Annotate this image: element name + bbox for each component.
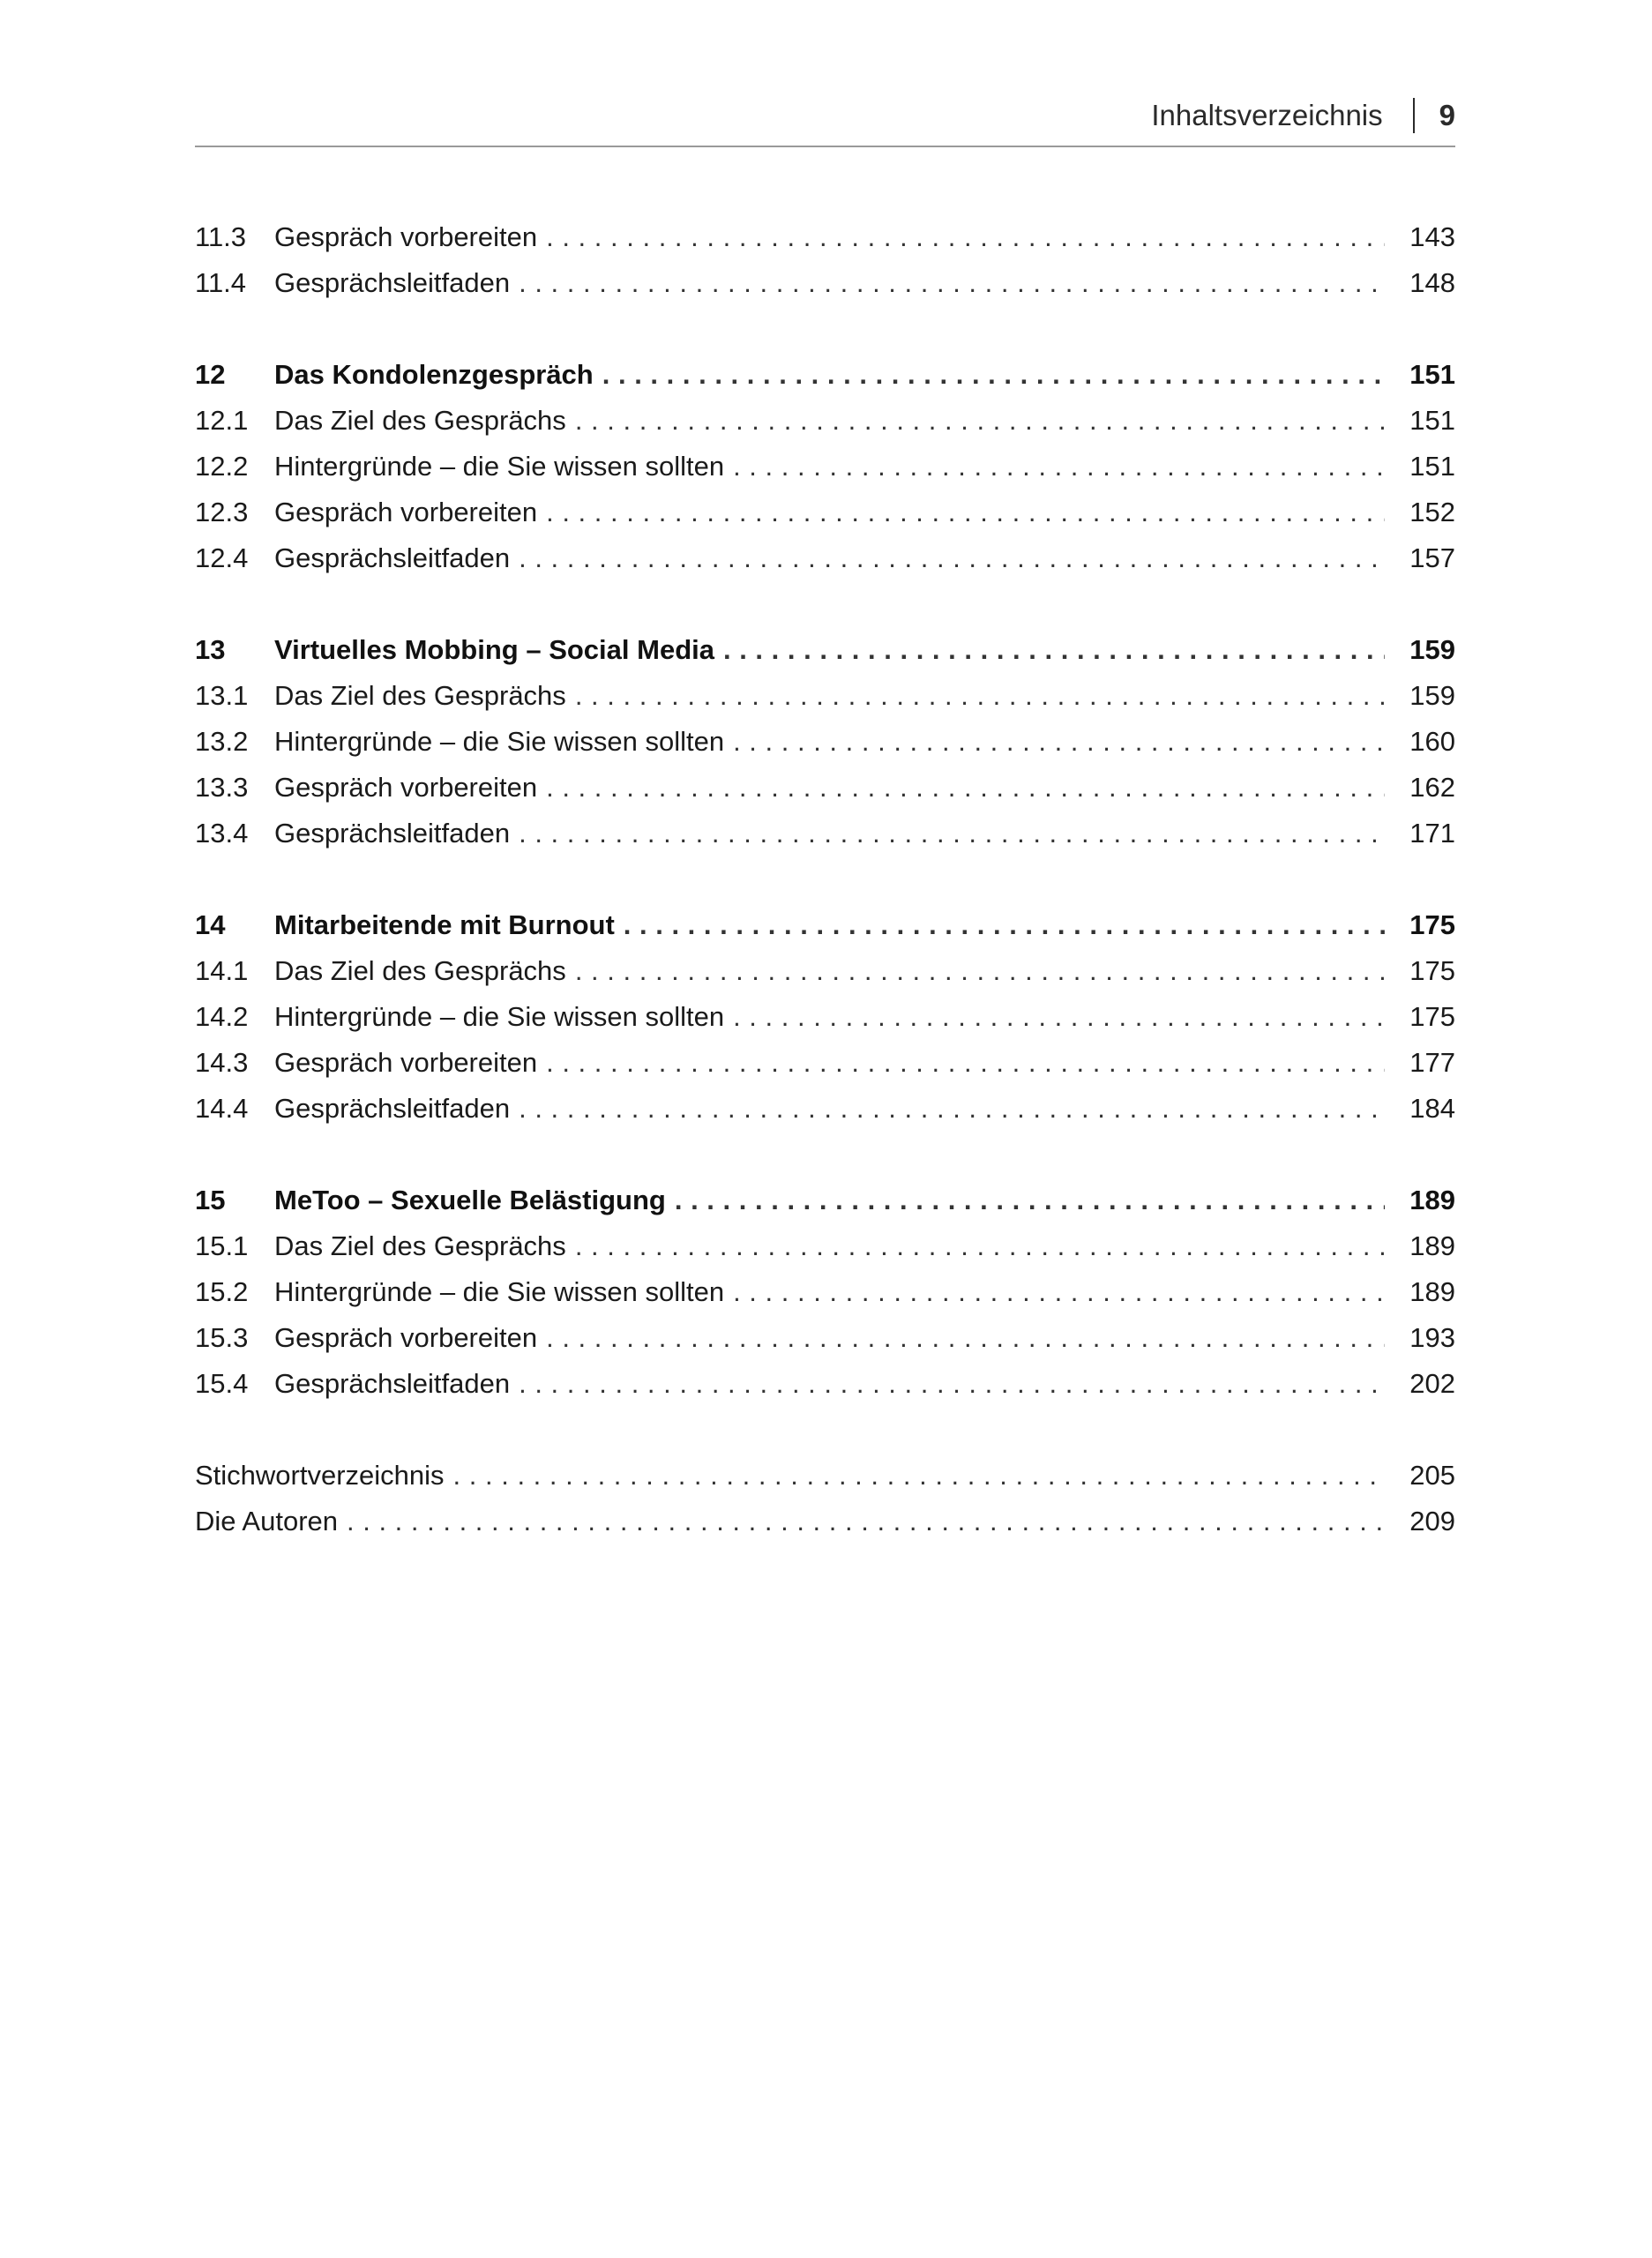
toc-entry-page: 209 bbox=[1409, 1506, 1455, 1536]
toc-dot-leader bbox=[519, 1086, 1385, 1132]
toc-entry-title: Gespräch vorbereiten bbox=[274, 497, 538, 527]
toc-dot-leader bbox=[733, 719, 1385, 765]
toc-entry-page: 175 bbox=[1409, 1001, 1455, 1032]
toc-entry-number: 15.4 bbox=[195, 1368, 249, 1399]
toc-dot-leader bbox=[519, 811, 1385, 856]
toc-entry-number: 12.1 bbox=[195, 405, 249, 436]
toc-chapter-entry[interactable] bbox=[195, 1178, 1455, 1223]
toc-section-gap bbox=[195, 856, 1455, 902]
toc-entry[interactable] bbox=[195, 1269, 1455, 1315]
running-header-title: Inhaltsverzeichnis bbox=[1151, 99, 1383, 131]
toc-section-gap bbox=[195, 1407, 1455, 1453]
toc-entry-title: Gesprächsleitfaden bbox=[274, 1368, 511, 1399]
toc-dot-leader bbox=[733, 994, 1385, 1040]
toc-entry-title: Hintergründe – die Sie wissen sollten bbox=[274, 451, 725, 482]
toc-dot-leader bbox=[575, 948, 1385, 994]
toc-entry-number: 12 bbox=[195, 359, 226, 390]
toc-entry-title: Hintergründe – die Sie wissen sollten bbox=[274, 726, 725, 757]
toc-entry-title: Das Kondolenzgespräch bbox=[274, 359, 594, 390]
toc-entry-page: 184 bbox=[1409, 1093, 1455, 1124]
toc-entry-page: 148 bbox=[1409, 267, 1455, 298]
toc-entry-title: Das Ziel des Gesprächs bbox=[274, 405, 566, 436]
toc-dot-leader bbox=[519, 535, 1385, 581]
toc-dot-leader bbox=[453, 1453, 1385, 1499]
toc-entry-title: Stichwortverzeichnis bbox=[195, 1460, 445, 1491]
toc-entry-title: Gesprächsleitfaden bbox=[274, 818, 511, 849]
toc-dot-leader bbox=[575, 1223, 1385, 1269]
toc-entry-title: Virtuelles Mobbing – Social Media bbox=[274, 634, 714, 665]
toc-entry[interactable] bbox=[195, 765, 1455, 811]
toc-dot-leader bbox=[519, 260, 1385, 306]
toc-entry-number: 15 bbox=[195, 1185, 226, 1215]
toc-entry-title: Gespräch vorbereiten bbox=[274, 772, 538, 803]
running-header-content bbox=[1151, 98, 1455, 133]
toc-entry-page: 175 bbox=[1409, 955, 1455, 986]
toc-entry-number: 14.1 bbox=[195, 955, 249, 986]
toc-entry-page: 205 bbox=[1409, 1460, 1455, 1491]
toc-entry[interactable] bbox=[195, 490, 1455, 535]
toc-entry[interactable] bbox=[195, 1453, 1455, 1499]
toc-entry-title: Hintergründe – die Sie wissen sollten bbox=[274, 1001, 725, 1032]
toc-entry-page: 189 bbox=[1409, 1276, 1455, 1307]
toc-entry-number: 14.3 bbox=[195, 1047, 249, 1078]
toc-entry-number: 13 bbox=[195, 634, 226, 665]
page-number: 9 bbox=[1439, 99, 1455, 131]
toc-entry-page: 171 bbox=[1409, 818, 1455, 849]
toc-chapter-entry[interactable] bbox=[195, 627, 1455, 673]
toc-entry[interactable] bbox=[195, 1361, 1455, 1407]
toc-chapter-entry[interactable] bbox=[195, 352, 1455, 398]
toc-dot-leader bbox=[546, 1040, 1385, 1086]
toc-entry-page: 151 bbox=[1409, 451, 1455, 482]
toc-dot-leader bbox=[546, 765, 1385, 811]
toc-entry-page: 177 bbox=[1409, 1047, 1455, 1078]
toc-dot-leader bbox=[546, 490, 1385, 535]
toc-entry-page: 162 bbox=[1409, 772, 1455, 803]
toc-entry-title: Hintergründe – die Sie wissen sollten bbox=[274, 1276, 725, 1307]
toc-chapter-entry[interactable] bbox=[195, 902, 1455, 948]
toc-entry-page: 143 bbox=[1409, 221, 1455, 252]
toc-dot-leader bbox=[733, 1269, 1385, 1315]
toc-entry[interactable] bbox=[195, 1223, 1455, 1269]
toc-dot-leader bbox=[602, 352, 1385, 398]
toc-entry[interactable] bbox=[195, 1040, 1455, 1086]
toc-entry-page: 157 bbox=[1409, 542, 1455, 573]
toc-section-gap bbox=[195, 306, 1455, 352]
toc-dot-leader bbox=[519, 1361, 1385, 1407]
toc-entry[interactable] bbox=[195, 1086, 1455, 1132]
toc-dot-leader bbox=[723, 627, 1385, 673]
toc-dot-leader bbox=[675, 1178, 1385, 1223]
toc-entry-page: 189 bbox=[1409, 1185, 1455, 1215]
toc-dot-leader bbox=[546, 214, 1385, 260]
toc-entry-title: Mitarbeitende mit Burnout bbox=[274, 909, 615, 940]
toc-entry-title: Das Ziel des Gesprächs bbox=[274, 1230, 566, 1261]
toc-dot-leader bbox=[575, 398, 1385, 444]
table-of-contents bbox=[195, 214, 1455, 1544]
toc-entry-number: 12.3 bbox=[195, 497, 249, 527]
toc-entry-page: 159 bbox=[1409, 634, 1455, 665]
toc-dot-leader bbox=[546, 1315, 1385, 1361]
toc-entry-page: 151 bbox=[1409, 359, 1455, 390]
toc-entry-number: 15.3 bbox=[195, 1322, 249, 1353]
toc-entry-title: Gesprächsleitfaden bbox=[274, 1093, 511, 1124]
toc-entry[interactable] bbox=[195, 994, 1455, 1040]
toc-entry[interactable] bbox=[195, 719, 1455, 765]
toc-entry-number: 12.4 bbox=[195, 542, 249, 573]
toc-entry-page: 160 bbox=[1409, 726, 1455, 757]
toc-entry-page: 175 bbox=[1409, 909, 1455, 940]
toc-entry[interactable] bbox=[195, 673, 1455, 719]
running-header bbox=[195, 91, 1455, 147]
toc-entry-number: 13.3 bbox=[195, 772, 249, 803]
toc-dot-leader bbox=[624, 902, 1385, 948]
toc-entry[interactable] bbox=[195, 811, 1455, 856]
toc-entry[interactable] bbox=[195, 535, 1455, 581]
toc-dot-leader bbox=[347, 1499, 1385, 1544]
toc-entry-number: 14.2 bbox=[195, 1001, 249, 1032]
toc-entry-number: 14.4 bbox=[195, 1093, 249, 1124]
toc-entry[interactable] bbox=[195, 1499, 1455, 1544]
toc-entry-title: MeToo – Sexuelle Belästigung bbox=[274, 1185, 666, 1215]
toc-dot-leader bbox=[575, 673, 1385, 719]
toc-entry-number: 13.2 bbox=[195, 726, 249, 757]
toc-entry-title: Gespräch vorbereiten bbox=[274, 1047, 538, 1078]
toc-entry[interactable] bbox=[195, 444, 1455, 490]
toc-entry-number: 13.1 bbox=[195, 680, 249, 711]
toc-entry-page: 159 bbox=[1409, 680, 1455, 711]
toc-entry-title: Die Autoren bbox=[195, 1506, 338, 1536]
toc-entry-number: 14 bbox=[195, 909, 226, 940]
toc-entry-number: 11.3 bbox=[195, 221, 247, 252]
toc-entry-title: Das Ziel des Gesprächs bbox=[274, 955, 566, 986]
toc-entry-number: 15.1 bbox=[195, 1230, 249, 1261]
toc-entry[interactable] bbox=[195, 260, 1455, 306]
toc-entry-page: 152 bbox=[1409, 497, 1455, 527]
toc-entry-page: 151 bbox=[1409, 405, 1455, 436]
toc-entry-page: 202 bbox=[1409, 1368, 1455, 1399]
toc-entry[interactable] bbox=[195, 214, 1455, 260]
toc-entry[interactable] bbox=[195, 1315, 1455, 1361]
toc-dot-leader bbox=[733, 444, 1385, 490]
toc-entry-title: Gesprächsleitfaden bbox=[274, 267, 511, 298]
toc-entry-number: 11.4 bbox=[195, 267, 247, 298]
toc-entry-number: 13.4 bbox=[195, 818, 249, 849]
toc-entry[interactable] bbox=[195, 948, 1455, 994]
toc-section-gap bbox=[195, 581, 1455, 627]
header-separator bbox=[1413, 98, 1415, 133]
toc-entry-number: 15.2 bbox=[195, 1276, 249, 1307]
toc-entry-title: Gesprächsleitfaden bbox=[274, 542, 511, 573]
toc-entry-number: 12.2 bbox=[195, 451, 249, 482]
toc-entry[interactable] bbox=[195, 398, 1455, 444]
toc-entry-title: Das Ziel des Gesprächs bbox=[274, 680, 566, 711]
toc-section-gap bbox=[195, 1132, 1455, 1178]
toc-entry-title: Gespräch vorbereiten bbox=[274, 221, 538, 252]
toc-entry-page: 193 bbox=[1409, 1322, 1455, 1353]
toc-entry-title: Gespräch vorbereiten bbox=[274, 1322, 538, 1353]
toc-entry-page: 189 bbox=[1409, 1230, 1455, 1261]
